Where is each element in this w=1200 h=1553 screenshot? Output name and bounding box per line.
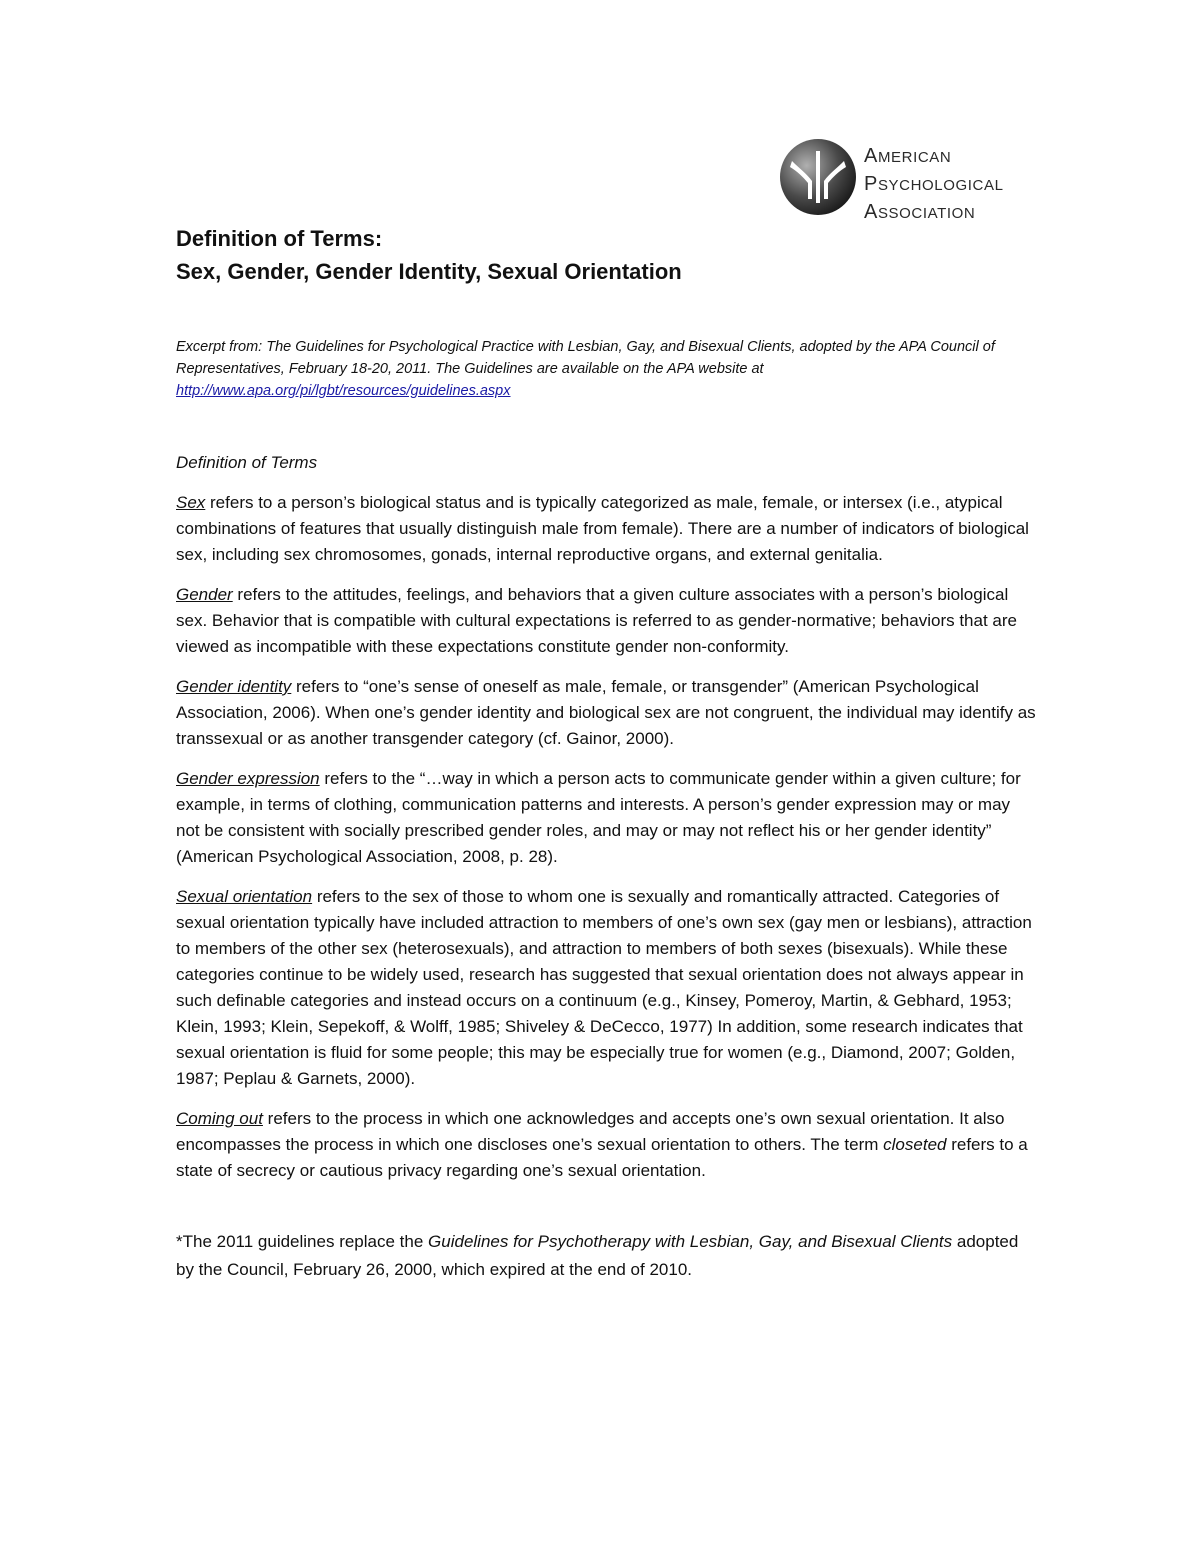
footnote-text-1: *The 2011 guidelines replace the	[176, 1232, 429, 1251]
excerpt-paragraph	[176, 336, 1036, 402]
term-sex: Sex	[176, 493, 206, 512]
logo-line-2: PSYCHOLOGICAL	[864, 173, 1004, 195]
title-line-1: Definition of Terms:	[176, 226, 383, 251]
term-sexual-orientation: Sexual orientation	[176, 887, 313, 906]
definition-sexual-orientation-body: refers to the sex of those to whom one is sexually and romantically attracted. Categories of sexual orientation typically have included attraction to members of one’s own sex (gay men or lesbians), attraction to members of the other sex (heterosexuals), and attraction to members of both sexes (bisexuals). While these categories continue to be widely used, research has suggested that sexual orientation does not always appear in such definable categories and instead occurs on a continuum (e.g., Kinsey, Pomeroy, Martin, & Gebhard, 1953; Klein, 1993; Klein, Sepekoff, & Wolff, 1985; Shiveley & DeCecco, 1977) In addition, some research indicates that sexual orientation is fluid for some people; this may be especially true for women (e.g., Diamond, 2007; Golden, 1987; Peplau & Garnets, 2000).	[176, 887, 1032, 1088]
term-closeted: closeted	[883, 1135, 947, 1154]
definition-gender-body: refers to the attitudes, feelings, and behaviors that a given culture associates with a person’s biological sex. Behavior that is compatible with cultural expectations is referred to as gender-normative; behaviors that are viewed as incompatible with these expectations constitute gender non-conformity.	[176, 585, 1017, 656]
apa-logo	[778, 137, 1018, 221]
apa-logo-wordmark	[864, 143, 1004, 227]
definition-sexual-orientation	[176, 884, 1036, 1092]
page-title	[176, 222, 1036, 288]
term-gender: Gender	[176, 585, 233, 604]
document-body	[176, 222, 1036, 1284]
definition-gender	[176, 582, 1036, 660]
definition-coming-out-body-2: refers to a state of secrecy or cautious privacy regarding one’s sexual orientation.	[176, 1135, 1028, 1180]
term-gender-expression: Gender expression	[176, 769, 320, 788]
definition-gender-expression	[176, 766, 1036, 870]
footnote-title: Guidelines for Psychotherapy with Lesbian, Gay, and Bisexual Clients	[428, 1232, 953, 1251]
definition-coming-out	[176, 1106, 1036, 1184]
excerpt-text: Excerpt from: The Guidelines for Psychological Practice with Lesbian, Gay, and Bisexual Clients, adopted by the APA Council of Representatives, February 18-20, 2011. The Guidelines are available on the APA website at	[176, 339, 995, 377]
apa-logo-icon	[778, 137, 858, 217]
footnote-text-2: adopted by the Council, February 26, 2000, which expired at the end of 2010.	[176, 1232, 1019, 1279]
term-coming-out: Coming out	[176, 1109, 263, 1128]
logo-line-3: ASSOCIATION	[864, 201, 976, 223]
guidelines-link[interactable]: http://www.apa.org/pi/lgbt/resources/guidelines.aspx	[176, 383, 511, 399]
footnote	[176, 1228, 1036, 1284]
definition-coming-out-body-1: refers to the process in which one acknowledges and accepts one’s own sexual orientation. It also encompasses the process in which one discloses one’s sexual orientation to others. The term	[176, 1109, 1005, 1154]
definition-gender-identity	[176, 674, 1036, 752]
definition-sex	[176, 490, 1036, 568]
title-line-2: Sex, Gender, Gender Identity, Sexual Orientation	[176, 259, 682, 284]
definition-gender-identity-body: refers to “one’s sense of oneself as male, female, or transgender” (American Psychological Association, 2006). When one’s gender identity and biological sex are not congruent, the individual may identify as transsexual or as another transgender category (cf. Gainor, 2000).	[176, 677, 1036, 748]
definition-gender-expression-body: refers to the “…way in which a person acts to communicate gender within a given culture; for example, in terms of clothing, communication patterns and interests. A person’s gender expression may or may not be consistent with socially prescribed gender roles, and may or may not reflect his or her gender identity” (American Psychological Association, 2008, p. 28).	[176, 769, 1021, 866]
term-gender-identity: Gender identity	[176, 677, 292, 696]
section-heading: Definition of Terms	[176, 453, 318, 472]
definition-sex-body: refers to a person’s biological status and is typically categorized as male, female, or intersex (i.e., atypical combinations of features that usually distinguish male from female). There are a number of indicators of biological sex, including sex chromosomes, gonads, internal reproductive organs, and external genitalia.	[176, 493, 1029, 564]
logo-line-1: AMERICAN	[864, 145, 952, 167]
